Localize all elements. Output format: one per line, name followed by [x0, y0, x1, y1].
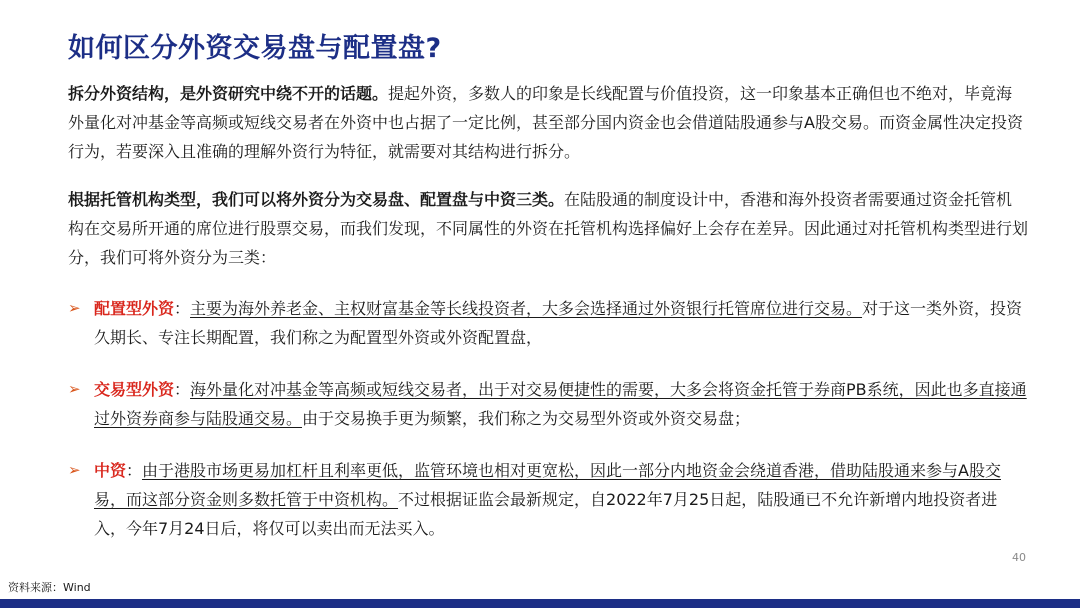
bullet-underlined-text: 由于港股市场更易加杠杆且利率更低，监管环境也相对更宽松，因此一部分内地资金会绕道香港，借助陆股通来参与A股交易，而这部分资金则多数托管于中资机构。	[94, 461, 1001, 509]
footer-bar	[0, 599, 1080, 608]
bullet-separator: ：	[174, 299, 191, 318]
bullet-trading-foreign-capital	[68, 375, 1028, 433]
intro-lead: 拆分外资结构，是外资研究中绕不开的话题。	[68, 84, 389, 103]
bullet-term: 中资	[94, 461, 127, 480]
classification-paragraph	[68, 185, 1028, 272]
bullet-chinese-capital	[68, 456, 1028, 543]
arrow-bullet-icon: ➢	[68, 461, 81, 479]
intro-body: 提起外资，多数人的印象是长线配置与价值投资，这一印象基本正确但也不绝对，毕竟海外量化对冲基金等高频或短线交易者在外资中也占据了一定比例，甚至部分国内资金也会借道陆股通参与A股交易。而资金属性决定投资行为，若要深入且准确的理解外资行为特征，就需要对其结构进行拆分。	[68, 84, 1023, 161]
arrow-bullet-icon: ➢	[68, 299, 81, 317]
source-note: 资料来源：Wind	[8, 581, 91, 594]
bullet-rest-text: 不过根据证监会最新规定，自2022年7月25日起，陆股通已不允许新增内地投资者进入，今年7月24日后，将仅可以卖出而无法买入。	[94, 490, 998, 538]
bullet-rest-text: 由于交易换手更为频繁，我们称之为交易型外资或外资交易盘；	[302, 409, 751, 428]
bullet-underlined-text: 海外量化对冲基金等高频或短线交易者，出于对交易便捷性的需要，大多会将资金托管于券商PB系统，因此也多直接通过外资券商参与陆股通交易。	[94, 380, 1027, 428]
bullet-rest-text: 对于这一类外资，投资久期长、专注长期配置，我们称之为配置型外资或外资配置盘，	[94, 299, 1023, 347]
classification-lead: 根据托管机构类型，我们可以将外资分为交易盘、配置盘与中资三类。	[68, 190, 565, 209]
bullet-separator: ：	[126, 461, 143, 480]
bullet-allocation-foreign-capital	[68, 294, 1028, 352]
page-number: 40	[1012, 551, 1026, 564]
intro-paragraph	[68, 79, 1028, 166]
slide-title: 如何区分外资交易盘与配置盘?	[68, 33, 442, 64]
bullet-term: 配置型外资	[94, 299, 175, 318]
bullet-separator: ：	[174, 380, 191, 399]
arrow-bullet-icon: ➢	[68, 380, 81, 398]
bullet-underlined-text: 主要为海外养老金、主权财富基金等长线投资者，大多会选择通过外资银行托管席位进行交易。	[190, 299, 863, 318]
bullet-term: 交易型外资	[94, 380, 175, 399]
classification-body: 在陆股通的制度设计中，香港和海外投资者需要通过资金托管机构在交易所开通的席位进行股票交易，而我们发现，不同属性的外资在托管机构选择偏好上会存在差异。因此通过对托管机构类型进行划分，我们可将外资分为三类：	[68, 190, 1029, 267]
